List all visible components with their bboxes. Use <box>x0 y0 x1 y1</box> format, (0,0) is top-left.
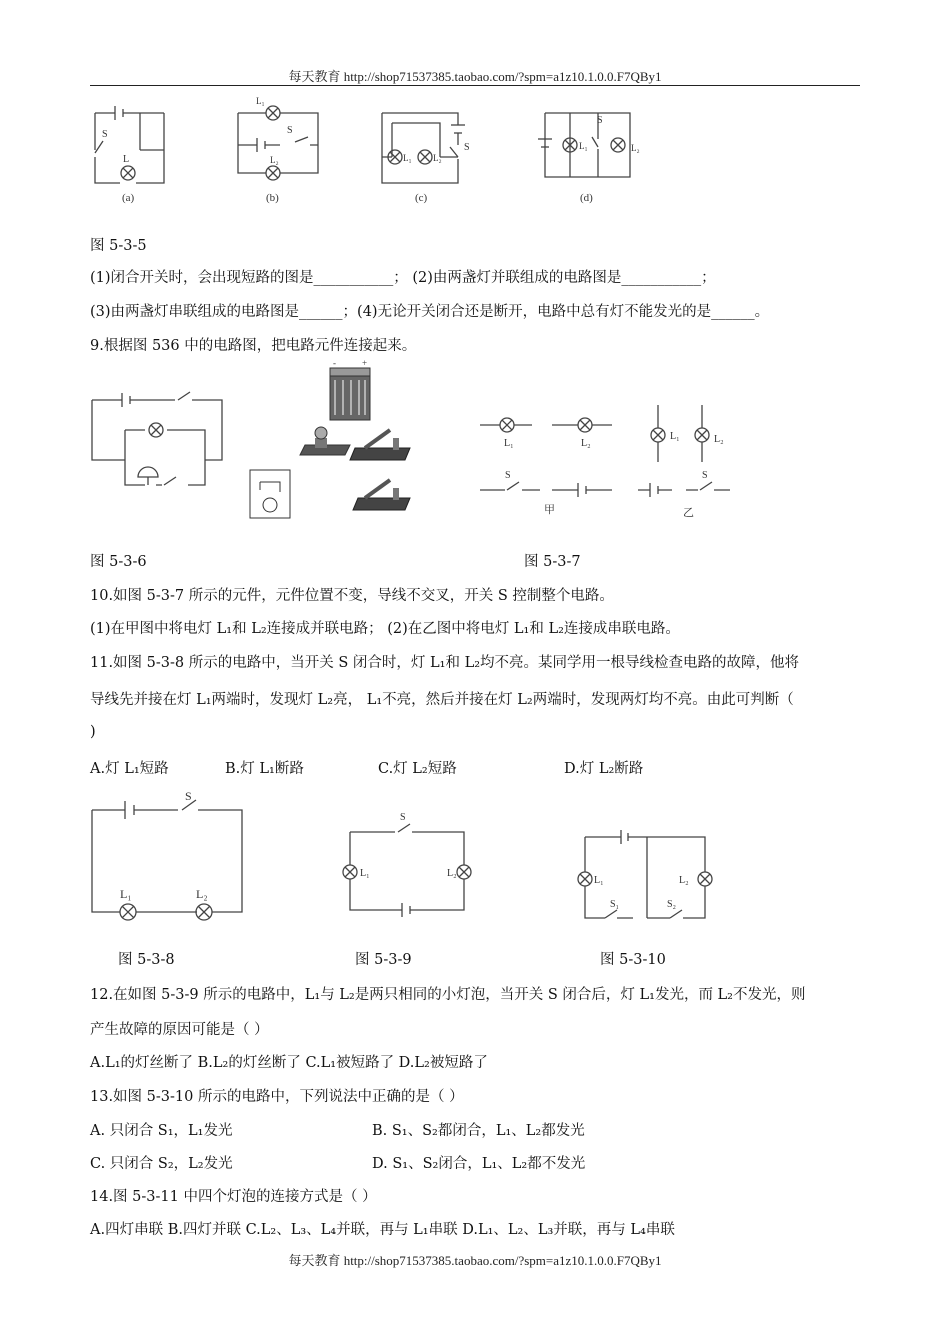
q8-line2: (3)由两盏灯串联组成的电路图是______；(4)无论开关闭合还是断开，电路中总有灯不能发光的是______。 <box>90 304 770 320</box>
yi-components <box>638 405 730 519</box>
q11-option-b: B.灯 L₁断路 <box>225 761 304 777</box>
svg-text:S: S <box>702 470 708 481</box>
svg-text:L₂: L₂ <box>433 153 442 163</box>
q13-option-b: B. S₁、S₂都闭合，L₁、L₂都发光 <box>372 1123 585 1139</box>
circuit-c <box>382 113 470 204</box>
svg-text:L₁: L₁ <box>120 887 132 901</box>
svg-text:S: S <box>287 125 293 136</box>
jia-components <box>480 418 612 516</box>
circuit-a <box>95 106 164 204</box>
svg-text:L₁: L₁ <box>594 875 604 886</box>
q13-option-d: D. S₁、S₂闭合，L₁、L₂都不发光 <box>372 1156 586 1172</box>
svg-text:L₂: L₂ <box>631 143 640 153</box>
svg-text:L₂: L₂ <box>679 875 689 886</box>
svg-text:S: S <box>102 129 108 140</box>
svg-text:L₁: L₁ <box>670 431 680 442</box>
switch-component-2 <box>353 480 410 510</box>
svg-text:L₁: L₁ <box>360 868 370 879</box>
svg-text:L₂: L₂ <box>581 438 591 449</box>
q13-option-a: A. 只闭合 S₁，L₁发光 <box>90 1123 233 1139</box>
q14-options: A.四灯串联 B.四灯并联 C.L₂、L₃、L₄并联，再与 L₁串联 D.L₁、L₂、L₃并联，再与 L₄串联 <box>90 1222 675 1238</box>
svg-text:S: S <box>185 789 192 803</box>
switch-component-1 <box>350 430 410 460</box>
q11-option-d: D.灯 L₂断路 <box>564 761 644 777</box>
label-jia: 甲 <box>544 504 555 516</box>
lamp-holder-component <box>300 427 350 455</box>
svg-text:L: L <box>123 154 130 165</box>
figure-5-3-9 <box>340 810 480 915</box>
svg-text:L₁: L₁ <box>403 153 412 163</box>
battery-component <box>330 358 370 420</box>
q8-line1: (1)闭合开关时，会出现短路的图是___________； (2)由两盏灯并联组成的电路图是___________； <box>90 270 716 286</box>
sublabel-b: (b) <box>266 192 279 204</box>
svg-text:L₁: L₁ <box>579 141 588 151</box>
figure-5-3-7 <box>480 400 740 520</box>
q13-text: 13.如图 5-3-10 所示的电路中，下列说法中正确的是（ ） <box>90 1089 464 1105</box>
svg-text:L₂: L₂ <box>714 434 724 445</box>
sublabel-c: (c) <box>415 192 428 204</box>
fig-5-3-7-caption: 图 5-3-7 <box>524 554 581 570</box>
fig-5-3-6-caption: 图 5-3-6 <box>90 554 147 570</box>
q11-line3: ) <box>90 724 96 740</box>
page-header: 每天教育 http://shop71537385.taobao.com/?spm=a1z10.1.0.0.F7QBy1 <box>288 69 662 84</box>
svg-text:S: S <box>505 470 511 481</box>
figure-5-3-10 <box>575 822 715 922</box>
svg-text:L₁: L₁ <box>256 96 265 106</box>
q11-line2: 导线先并接在灯 L₁两端时，发现灯 L₂亮， L₁不亮，然后并接在灯 L₂两端时，发现两灯均不亮。由此可判断（ <box>90 692 794 708</box>
q13-option-c: C. 只闭合 S₂，L₂发光 <box>90 1156 233 1172</box>
svg-text:+: + <box>362 358 368 368</box>
q10-text: 10.如图 5-3-7 所示的元件，元件位置不变，导线不交叉，开关 S 控制整个电路。 <box>90 588 614 604</box>
page-footer: 每天教育 http://shop71537385.taobao.com/?spm=a1z10.1.0.0.F7QBy1 <box>288 1253 662 1268</box>
figure-5-3-8 <box>90 790 245 920</box>
q12-line1: 12.在如图 5-3-9 所示的电路中，L₁与 L₂是两只相同的小灯泡，当开关 S 闭合后，灯 L₁发光，而 L₂不发光，则 <box>90 987 806 1003</box>
svg-text:S₁: S₁ <box>610 899 620 910</box>
header-divider <box>90 85 860 86</box>
q11-line1: 11.如图 5-3-8 所示的电路中，当开关 S 闭合时，灯 L₁和 L₂均不亮。某同学用一根导线检查电路的故障，他将 <box>90 655 800 671</box>
fig-5-3-5-caption: 图 5-3-5 <box>90 238 147 254</box>
circuit-d <box>538 113 640 204</box>
svg-text:L₁: L₁ <box>504 438 514 449</box>
fig-5-3-10-caption: 图 5-3-10 <box>600 952 666 968</box>
figure-5-3-6-components <box>245 360 415 520</box>
q14-text: 14.图 5-3-11 中四个灯泡的连接方式是（ ） <box>90 1189 377 1205</box>
sublabel-a: (a) <box>122 192 135 204</box>
svg-text:L₂: L₂ <box>196 887 208 901</box>
q9-text: 9.根据图 536 中的电路图，把电路元件连接起来。 <box>90 338 417 354</box>
fig-5-3-9-caption: 图 5-3-9 <box>355 952 412 968</box>
q11-option-a: A.灯 L₁短路 <box>90 761 169 777</box>
q10-sub: (1)在甲图中将电灯 L₁和 L₂连接成并联电路； (2)在乙图中将电灯 L₁和 L₂连接成串联电路。 <box>90 621 680 637</box>
fig-5-3-8-caption: 图 5-3-8 <box>118 952 175 968</box>
svg-text:S: S <box>464 142 470 153</box>
figure-5-3-6-circuit <box>90 385 230 495</box>
svg-text:L₂: L₂ <box>270 155 279 165</box>
svg-text:L₂: L₂ <box>447 868 457 879</box>
circuit-b <box>238 96 318 204</box>
svg-text:S: S <box>597 115 603 126</box>
svg-text:-: - <box>333 358 336 368</box>
svg-text:S: S <box>400 812 406 823</box>
sublabel-d: (d) <box>580 192 593 204</box>
bell-component <box>250 470 290 518</box>
q12-options: A.L₁的灯丝断了 B.L₂的灯丝断了 C.L₁被短路了 D.L₂被短路了 <box>90 1055 488 1071</box>
label-yi: 乙 <box>683 507 694 519</box>
figure-5-3-5 <box>80 95 680 210</box>
q11-option-c: C.灯 L₂短路 <box>378 761 457 777</box>
q12-line2: 产生故障的原因可能是（ ） <box>90 1022 269 1038</box>
svg-text:S₂: S₂ <box>667 899 677 910</box>
